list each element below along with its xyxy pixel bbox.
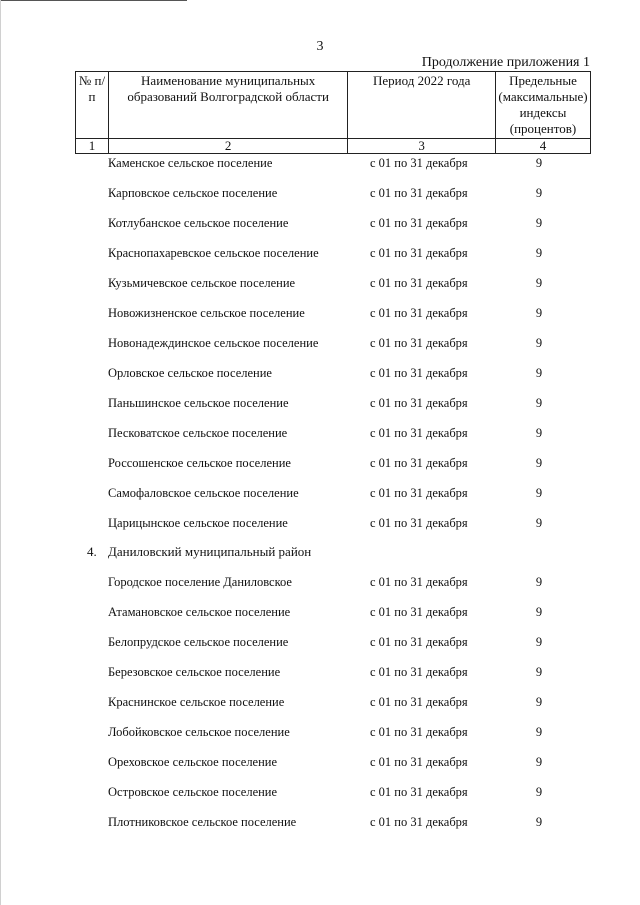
period-cell: с 01 по 31 декабря (370, 605, 468, 619)
settlement-name: Царицынское сельское поселение (108, 516, 288, 530)
index-value: 9 (535, 635, 543, 649)
index-value: 9 (535, 456, 543, 470)
top-divider (0, 0, 187, 1)
index-value: 9 (535, 186, 543, 200)
settlement-name: Краснинское сельское поселение (108, 695, 285, 709)
settlement-name: Ореховское сельское поселение (108, 755, 278, 769)
table-row (0, 633, 640, 651)
period-cell: с 01 по 31 декабря (370, 785, 468, 799)
index-value: 9 (535, 276, 543, 290)
index-value: 9 (535, 516, 543, 530)
index-value: 9 (535, 815, 543, 829)
index-value: 9 (535, 426, 543, 440)
period-cell: с 01 по 31 декабря (370, 216, 468, 230)
header-col-period: Период 2022 года (348, 72, 496, 139)
header-col-index: Предельные (максимальные) индексы (процентов) (495, 72, 590, 139)
settlement-name: Карповское сельское поселение (108, 186, 278, 200)
table-row (0, 573, 640, 591)
period-cell: с 01 по 31 декабря (370, 486, 468, 500)
table-row (0, 663, 640, 681)
period-cell: с 01 по 31 декабря (370, 815, 468, 829)
period-cell: с 01 по 31 декабря (370, 456, 468, 470)
period-cell: с 01 по 31 декабря (370, 306, 468, 320)
settlement-name: Паньшинское сельское поселение (108, 396, 289, 410)
period-cell: с 01 по 31 декабря (370, 665, 468, 679)
district-number: 4. (87, 544, 97, 559)
settlement-name: Островское сельское поселение (108, 785, 278, 799)
settlement-name: Краснопахаревское сельское поселение (108, 246, 319, 260)
settlement-name: Россошенское сельское поселение (108, 456, 291, 470)
period-cell: с 01 по 31 декабря (370, 755, 468, 769)
settlement-name: Новожизненское сельское поселение (108, 306, 305, 320)
header-col-number: № п/п (76, 72, 109, 139)
period-cell: с 01 по 31 декабря (370, 635, 468, 649)
index-value: 9 (535, 755, 543, 769)
period-cell: с 01 по 31 декабря (370, 516, 468, 530)
index-value: 9 (535, 575, 543, 589)
period-cell: с 01 по 31 декабря (370, 575, 468, 589)
index-value: 9 (535, 725, 543, 739)
district-heading (0, 543, 640, 561)
index-value: 9 (535, 306, 543, 320)
header-col-municipality: Наименование муниципальных образований Волгоградской области (108, 72, 347, 139)
period-cell: с 01 по 31 декабря (370, 276, 468, 290)
page-number: 3 (316, 39, 324, 54)
period-cell: с 01 по 31 декабря (370, 156, 468, 170)
table-row (0, 274, 640, 292)
period-cell: с 01 по 31 декабря (370, 186, 468, 200)
header-num-3: 3 (348, 139, 496, 154)
table-header (75, 71, 591, 154)
table-row (0, 514, 640, 532)
period-cell: с 01 по 31 декабря (370, 336, 468, 350)
index-value: 9 (535, 396, 543, 410)
table-row (0, 753, 640, 771)
table-row (0, 603, 640, 621)
table-row (0, 424, 640, 442)
settlement-name: Самофаловское сельское поселение (108, 486, 299, 500)
index-value: 9 (535, 366, 543, 380)
index-value: 9 (535, 605, 543, 619)
header-num-1: 1 (76, 139, 109, 154)
header-num-4: 4 (495, 139, 590, 154)
index-value: 9 (535, 246, 543, 260)
period-cell: с 01 по 31 декабря (370, 725, 468, 739)
settlement-name: Атамановское сельское поселение (108, 605, 291, 619)
settlement-name: Кузьмичевское сельское поселение (108, 276, 296, 290)
settlement-name: Новонадеждинское сельское поселение (108, 336, 319, 350)
index-value: 9 (535, 216, 543, 230)
settlement-name: Каменское сельское поселение (108, 156, 273, 170)
table-row (0, 813, 640, 831)
table-row (0, 693, 640, 711)
district-name: Даниловский муниципальный район (108, 544, 312, 559)
settlement-name: Городское поселение Даниловское (108, 575, 292, 589)
settlement-name: Плотниковское сельское поселение (108, 815, 297, 829)
index-value: 9 (535, 695, 543, 709)
table-row (0, 334, 640, 352)
settlement-name: Белопрудское сельское поселение (108, 635, 289, 649)
settlement-name: Орловское сельское поселение (108, 366, 272, 380)
table-row (0, 184, 640, 202)
table-row (0, 244, 640, 262)
table-row (0, 154, 640, 172)
period-cell: с 01 по 31 декабря (370, 396, 468, 410)
table-row (0, 454, 640, 472)
table-row (0, 783, 640, 801)
settlement-name: Лобойковское сельское поселение (108, 725, 290, 739)
settlement-name: Березовское сельское поселение (108, 665, 281, 679)
appendix-continuation-label: Продолжение приложения 1 (421, 55, 590, 70)
settlement-name: Песковатское сельское поселение (108, 426, 288, 440)
header-num-2: 2 (108, 139, 347, 154)
period-cell: с 01 по 31 декабря (370, 366, 468, 380)
table-row (0, 394, 640, 412)
table-row (0, 214, 640, 232)
period-cell: с 01 по 31 декабря (370, 695, 468, 709)
table-row (0, 364, 640, 382)
table-row (0, 723, 640, 741)
table-row (0, 304, 640, 322)
index-value: 9 (535, 665, 543, 679)
period-cell: с 01 по 31 декабря (370, 246, 468, 260)
table-row (0, 484, 640, 502)
index-value: 9 (535, 785, 543, 799)
index-value: 9 (535, 486, 543, 500)
index-value: 9 (535, 336, 543, 350)
settlement-name: Котлубанское сельское поселение (108, 216, 289, 230)
period-cell: с 01 по 31 декабря (370, 426, 468, 440)
index-value: 9 (535, 156, 543, 170)
